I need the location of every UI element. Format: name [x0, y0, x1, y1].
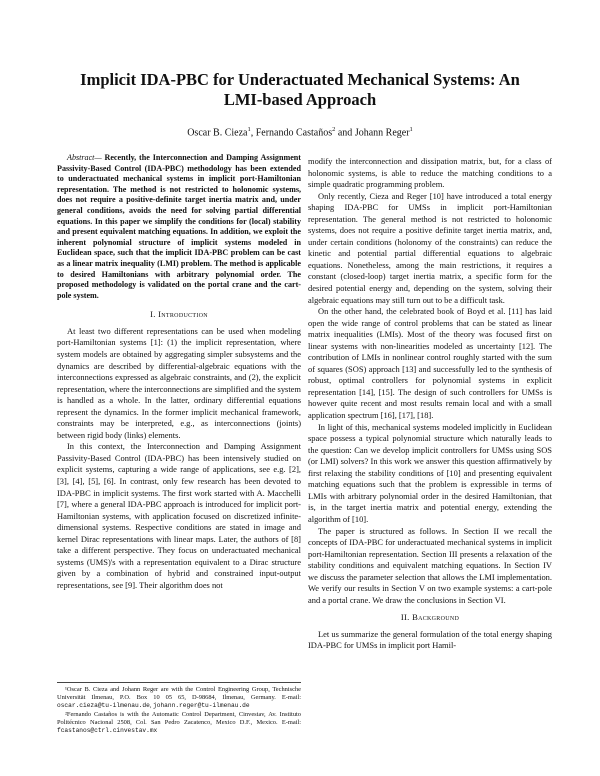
abstract-lead: Abstract [67, 153, 95, 162]
abstract [57, 153, 301, 301]
left-column [57, 153, 301, 591]
author-affiliation-mark: 1 [247, 126, 251, 133]
abstract-dash: — [94, 153, 105, 162]
footnotes [57, 682, 301, 735]
author-name: Fernando Castaños [255, 127, 333, 139]
body-paragraph: modify the interconnection and dissipation matrix, but, for a class of holonomic systems, is able to reduce the matching conditions to a simple quadratic programming problem. [308, 156, 552, 190]
author-name: Johann Reger [354, 127, 410, 139]
author-affiliation-mark: 2 [332, 126, 336, 133]
email-link[interactable]: johann.reger@tu-ilmenau.de [153, 701, 250, 709]
footnote-2 [57, 711, 301, 735]
author-name: Oscar B. Cieza [187, 127, 248, 139]
footnote-separator: , [149, 701, 152, 709]
email-link[interactable]: oscar.cieza@tu-ilmenau.de [57, 701, 150, 709]
body-paragraph: Let us summarize the general formulation of the total energy shaping IDA-PBC for UMSs in implicit port Hamil- [308, 628, 552, 651]
body-paragraph: In this context, the Interconnection and Damping Assignment Passivity-Based Control (IDA-PBC) has been intensively studied on explicit systems, capturing a wide range of applications, see e.g. [2], [3], [4], [5], [6]. In contrast, only few research has been devoted to IDA-PBC in implicit systems. The first work started with A. Macchelli [7], where a general IDA-PBC approach is introduced for implicit port-Hamiltonian systems, with application focused on discretized infinite-dimensional systems. Respective conditions are stated in image and kernel Dirac representations with linear maps. Later, the authors of [8] take a different perspective. They focus on underactuated mechanical systems (UMS)'s with a representation equivalent to a Dirac structure given by a combination of hybrid and constrained input-output representations, see [9]. Their algorithm does not [57, 441, 301, 590]
right-column [308, 156, 552, 652]
section-heading-background: II. Background [400, 612, 460, 623]
body-paragraph: Only recently, Cieza and Reger [10] have introduced a total energy shaping IDA-PBC for UMSs in implicit port-Hamiltonian representation. The general method is not restricted to holonomic systems, does not require a positive definite target inertia matrix, and, under certain conditions (holonomy of the constraints) can reduce the kinetic and potential partial differential equations to algebraic equations. Nonetheless, among the main restrictions, it requires a constant (closed-loop) target inertia matrix, a specific form for the desired potential energy and, depending on the system, solving their algebraic equations may still turn out to be a difficult task. [308, 190, 552, 305]
body-paragraph: At least two different representations can be used when modeling port-Hamiltonian systems [1]: (1) the implicit representation, where system models are obtained by aggregating simpler subsystems and the dynamics are described by differential-algebraic equations with the interconnections expressed as algebraic constraints, and (2), the explicit representation, where the interconnections are simplified and the system is handled as a whole. In the latter, ordinary differential equations represent the dynamics. In the former implicit mechanical framework, constraints may be interpreted, e.g., as interconnections (joints) between rigid body (links) elements. [57, 325, 301, 440]
email-link[interactable]: fcastanos@ctrl.cinvestav.mx [57, 726, 158, 734]
footnote-1 [57, 686, 301, 710]
footnote-2-text: ²Fernando Castaños is with the Automatic Control Department, Cinvestav, Av. Instituto Politécnico Nacional 2508, Col. San Pedro Zacatenco, Mexico D.F., Mexico. E-mail: [57, 710, 301, 726]
body-paragraph: On the other hand, the celebrated book of Boyd et al. [11] has laid open the wide range of control problems that can be stated as linear matrix inequalities (LMIs). Most of the theory was focused first on linear systems with non-linearities modeled as uncertainty [12]. The contribution of LMIs in nonlinear control roughly started with the sum of squares (SOS) approach [13] and successfully led to the synthesis of robust, optimal controllers for polynomial systems in explicit representation [14], [15]. The design of such controllers for UMSs is however quite recent and most results remain local and with a small application spectrum [16], [17], [18]. [308, 306, 552, 421]
abstract-text: Recently, the Interconnection and Damping Assignment Passivity-Based Control (IDA-PBC) methodology has been extended to underactuated mechanical systems in implicit port-Hamiltonian representation. The method is not restricted to holonomic systems, does not require a positive-definite target inertia matrix and, under general conditions, avoids the need for solving partial differential equations. In this paper we simplify the conditions for (local) stability and present equivalent matching equations. In addition, we exploit the inherent polynomial structure of implicit systems modeled in Euclidean space, such that the implicit IDA-PBC problem can be cast as a linear matrix inequality (LMI) problem. The method is applicable to desired Hamiltonians with arbitrary polynomial order. The proposed methodology is validated on the portal crane and the cart-pole system. [57, 153, 301, 300]
paper-title: Implicit IDA-PBC for Underactuated Mechanical Systems: An LMI-based Approach [80, 70, 520, 109]
author-line [60, 124, 540, 139]
body-paragraph: The paper is structured as follows. In Section II we recall the concepts of IDA-PBC for underactuated mechanical systems in implicit port-Hamiltonian representation. Section III presents a relaxation of the stability conditions and equivalent matching equations. In Section IV we discuss the parameter selection that allows the LMI implementation. We verify our results in Section V on two example systems: a cart-pole and a portal crane. We draw the conclusions in Section VI. [308, 525, 552, 605]
author-affiliation-mark: 1 [409, 126, 413, 133]
author-separator: , [250, 127, 256, 139]
body-paragraph: In light of this, mechanical systems modeled implicitly in Euclidean space possess a typical polynomial structure which naturally leads to the question: Can we develop implicit controllers for UMSs using SOS (or LMI) solvers? In this work we answer this question affirmatively by first relaxing the stability conditions of [10] and presenting equivalent matching equations such that the problem is expressible in terms of LMIs with arbitrary polynomial order in the desired Hamiltonian, that is, in the target inertia matrix and potential energy, extending the algorithm of [10]. [308, 421, 552, 524]
section-heading-introduction: I. Introduction [150, 309, 208, 320]
author-separator: and [335, 127, 355, 139]
footnote-1-text: ¹Oscar B. Cieza and Johann Reger are with the Control Engineering Group, Technische Universität Ilmenau, P.O. Box 10 05 65, D-98684, Ilmenau, Germany. E-mail: [57, 686, 301, 701]
